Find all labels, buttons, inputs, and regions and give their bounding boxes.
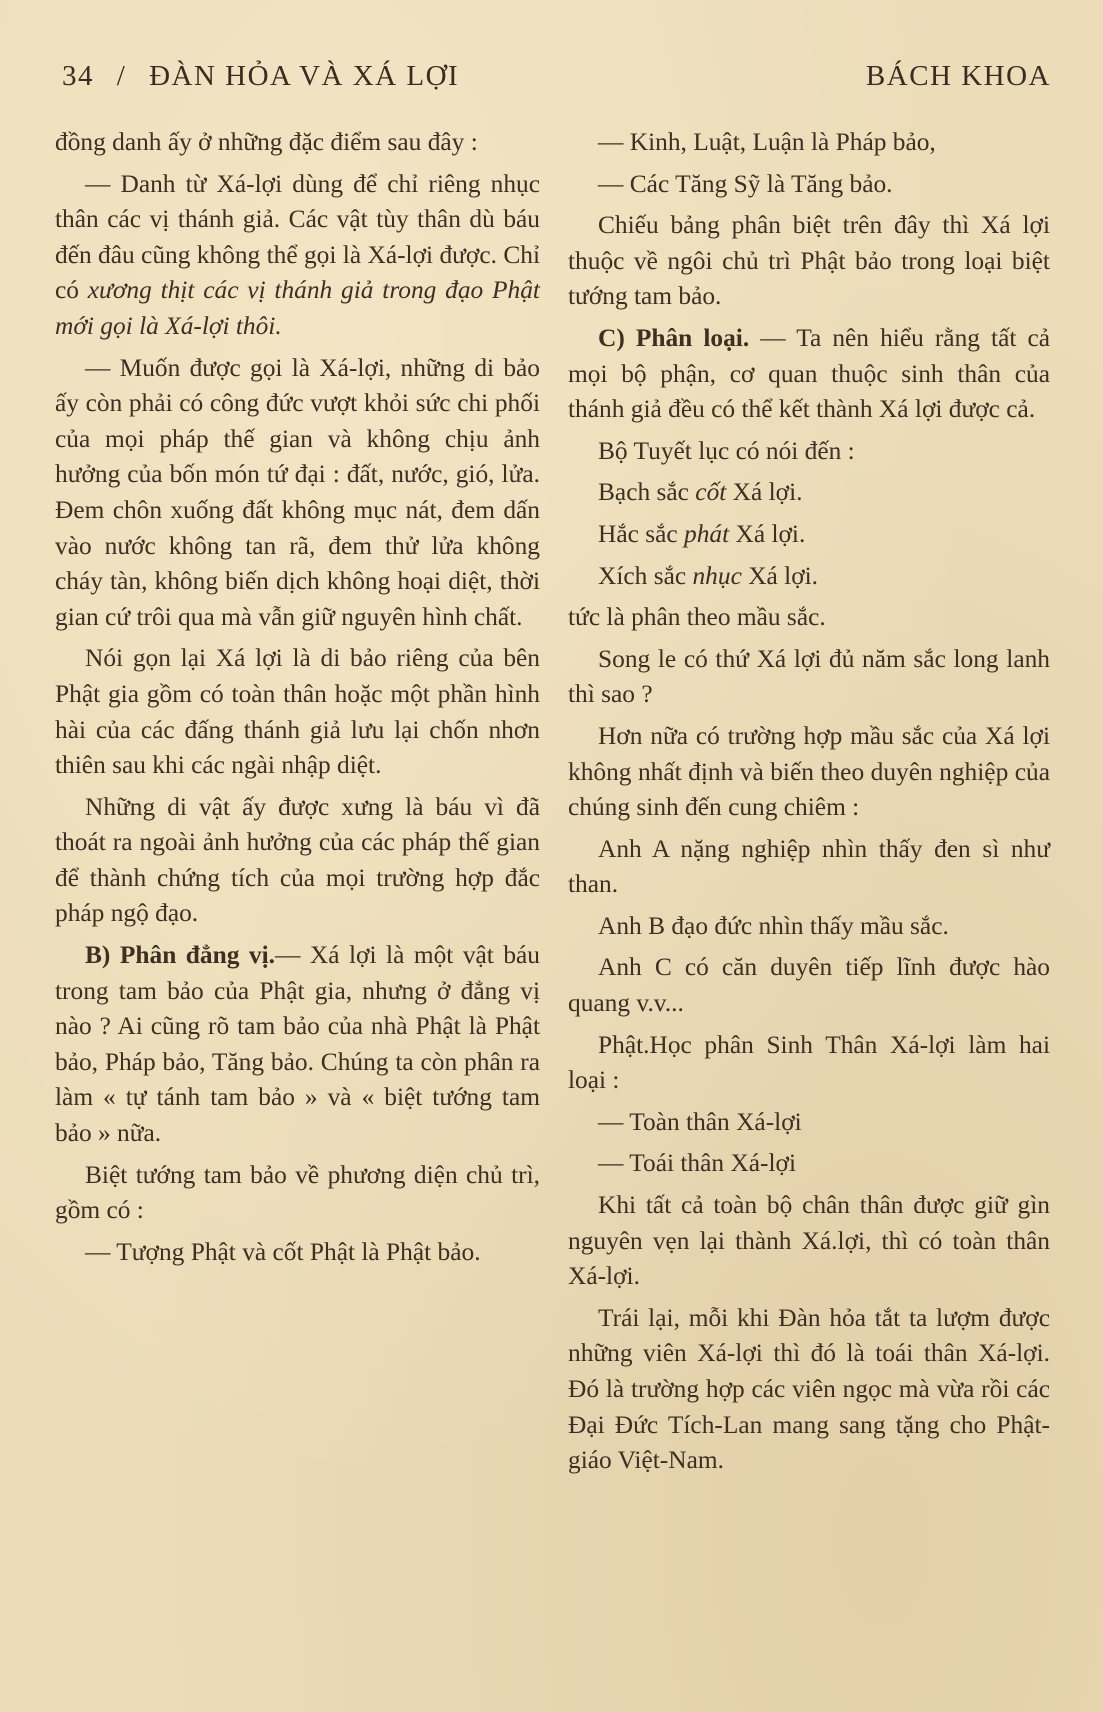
paragraph: — Toái thân Xá-lợi [598, 1149, 797, 1178]
section-heading-c: C) Phân loại. [598, 323, 750, 352]
emphasis-text: cốt [695, 478, 727, 507]
page-header [62, 60, 1051, 100]
emphasis-text: phát [684, 519, 730, 548]
paragraph [568, 321, 1050, 428]
paragraph: — Các Tăng Sỹ là Tăng bảo. [598, 169, 893, 198]
paragraph: — Toàn thân Xá-lợi [598, 1107, 802, 1136]
paragraph-text: Xá lợi. [729, 519, 806, 548]
paragraph [568, 559, 1050, 595]
magazine-name: BÁCH KHOA [865, 60, 1051, 92]
paragraph: — Tượng Phật và cốt Phật là Phật bảo. [85, 1237, 481, 1266]
paragraph: Chiếu bảng phân biệt trên đây thì Xá lợi thuộc về ngôi chủ trì Phật bảo trong loại biệt tướng tam bảo. [568, 211, 1050, 311]
paragraph: Song le có thứ Xá lợi đủ năm sắc long lanh thì sao ? [568, 644, 1050, 709]
paragraph-text: Xích sắc [598, 561, 693, 590]
paragraph: Những di vật ấy được xưng là báu vì đã thoát ra ngoài ảnh hưởng của các pháp thế gian để thành chứng tích của mọi trường hợp đắc pháp ngộ đạo. [55, 792, 540, 928]
paragraph: — Muốn được gọi là Xá-lợi, những di bảo ấy còn phải có công đức vượt khỏi sức chi phối của mọi pháp thế gian và không chịu ảnh hưởng của bốn món tứ đại : đất, nước, gió, lửa. Đem chôn xuống đất không mục nát, đem dấn vào nước không tan rã, đem thử lửa không cháy tàn, không biến dịch không hoại diệt, thời gian cứ trôi qua mà vẫn giữ nguyên hình chất. [55, 353, 540, 631]
header-left [62, 60, 459, 93]
paragraph [568, 475, 1050, 511]
paragraph: Trái lại, mỗi khi Đàn hỏa tắt ta lượm được những viên Xá-lợi thì đó là toái thân Xá-lợi. Đó là trường hợp các viên ngọc mà vừa rồi các Đại Đức Tích-Lan mang sang tặng cho Phật-giáo Việt-Nam. [568, 1303, 1050, 1475]
paragraph: tức là phân theo mầu sắc. [568, 603, 826, 632]
paragraph [55, 167, 540, 345]
paragraph-text: — Xá lợi là một vật báu trong tam bảo của Phật gia, nhưng ở đẳng vị nào ? Ai cũng rõ tam bảo của nhà Phật là Phật bảo, Pháp bảo, Tăng bảo. Chúng ta còn phân ra làm « tự tánh tam bảo » và « biệt tướng tam bảo » nữa. [55, 941, 540, 1148]
paragraph-text: Xá lợi. [741, 561, 819, 590]
paragraph: — Kinh, Luật, Luận là Pháp bảo, [598, 128, 936, 156]
paragraph: Phật.Học phân Sinh Thân Xá-lợi làm hai loại : [568, 1030, 1050, 1095]
paragraph: Khi tất cả toàn bộ chân thân được giữ gìn nguyên vẹn lại thành Xá.lợi, thì có toàn thân Xá-lợi. [568, 1191, 1050, 1291]
paragraph [55, 938, 540, 1152]
paragraph-text: — Ta nên hiểu rằng tất cả mọi bộ phận, cơ quan thuộc sinh thân của thánh giả đều có thể kết thành Xá lợi được cả. [568, 323, 1051, 424]
paragraph: Biệt tướng tam bảo về phương diện chủ trì, gồm có : [55, 1160, 540, 1225]
paragraph-text: Xá lợi. [726, 478, 803, 507]
paragraph-text: Hắc sắc [598, 519, 684, 548]
paragraph-text: Chỉ có [55, 240, 540, 305]
paragraph: Hơn nữa có trường hợp mầu sắc của Xá lợi không nhất định và biến theo duyên nghiệp của chúng sinh đến cung chiêm : [568, 721, 1050, 822]
paragraph: Nói gọn lại Xá lợi là di bảo riêng của bên Phật gia gồm có toàn thân hoặc một phần hình hài của các đấng thánh giả lưu lại chốn nhơn thiên sau khi các ngài nhập diệt. [55, 644, 540, 780]
paragraph: đồng danh ấy ở những đặc điểm sau đây : [55, 128, 478, 156]
paragraph: Anh C có căn duyên tiếp lĩnh được hào quang v.v... [568, 953, 1050, 1018]
right-column [568, 125, 1050, 1485]
emphasis-text: xương thịt các vị thánh giả trong đạo Phật mới gọi là Xá-lợi thôi. [55, 276, 540, 340]
page-number: 34 [62, 60, 94, 92]
emphasis-text: nhục [692, 561, 742, 590]
paragraph: Anh A nặng nghiệp nhìn thấy đen sì như than. [568, 834, 1050, 899]
paragraph-text: Bạch sắc [598, 478, 696, 507]
paragraph: Bộ Tuyết lục có nói đến : [598, 436, 855, 465]
paragraph-text: — Danh từ Xá-lợi dùng để chỉ riêng nhục thân các vị thánh giả. Các vật tùy thân dù báu đến đâu cũng không thể gọi là Xá-lợi được. [55, 169, 540, 269]
paragraph [568, 517, 1050, 553]
left-column [55, 125, 540, 1276]
header-separator: / [116, 60, 127, 92]
section-heading-b: B) Phân đẳng vị. [85, 941, 276, 970]
paragraph: Anh B đạo đức nhìn thấy mầu sắc. [598, 911, 949, 940]
article-title: ĐÀN HỎA VÀ XÁ LỢI [149, 60, 460, 92]
